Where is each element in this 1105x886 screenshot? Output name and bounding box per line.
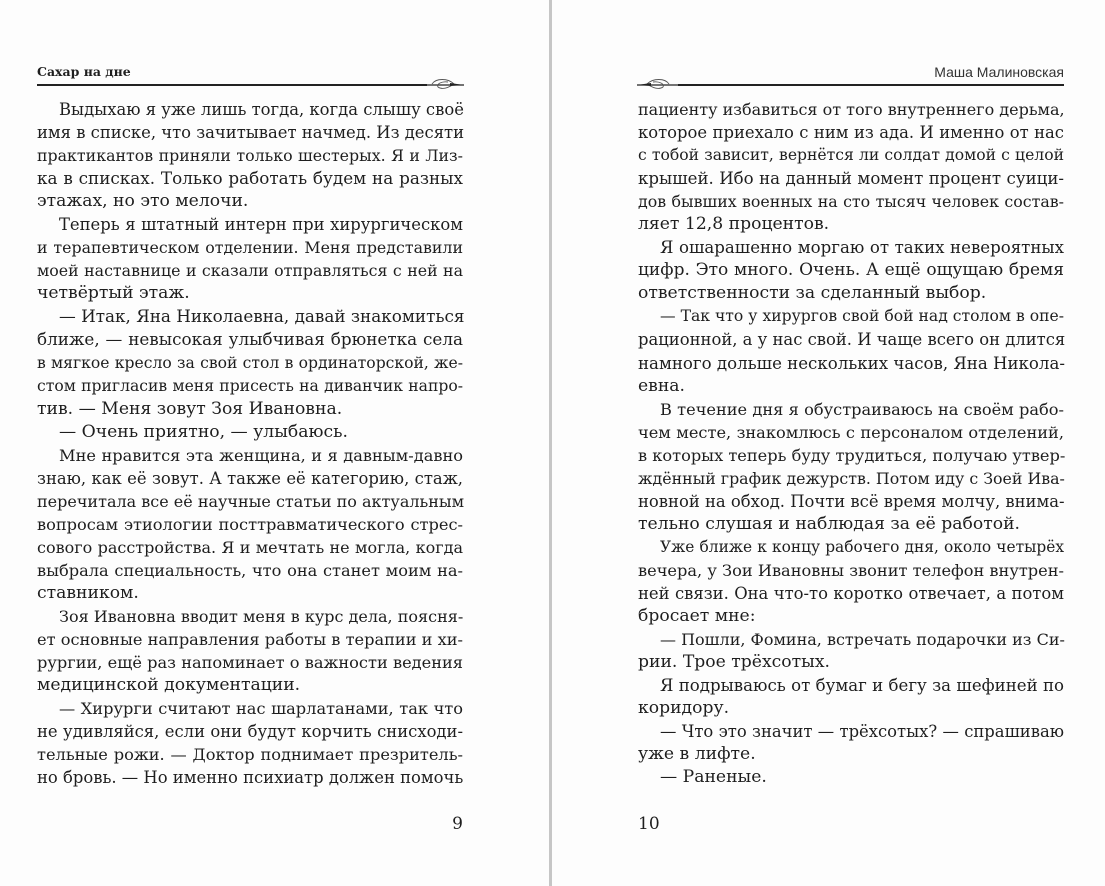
text-line: — Хирурги считают нас шарлатанами, так что [59,699,463,719]
text-line: коридору. [638,698,730,719]
text-line: с тобой зависит, вернётся ли солдат домой с целой [638,146,1064,165]
text-line: стом пригласив меня присесть на диванчик напро- [37,376,463,395]
header-rule [678,84,1064,86]
text-line: — Что это значит — трёхсотых? — спрашиваю [660,722,1064,742]
text-line: ждённый график дежурств. Потом иду с Зоей Ива- [638,468,1065,488]
text-line: ответственности за сделанный выбор. [638,283,987,304]
text-line: ляет 12,8 процентов. [638,214,830,235]
text-line: — Так что у хирургов свой бой над столом в опе- [660,307,1064,326]
text-line: — Пошли, Фомина, встречать подарочки из Си- [660,630,1065,650]
text-line: знаю, как её зовут. А также её категорию, стаж, [37,468,463,488]
quill-ornament-icon [637,72,681,94]
text-line: ней связи. Она что-то коротко отвечает, а потом [638,583,1064,603]
text-line: которое приехало с ним из ада. И именно от нас [638,123,1064,143]
text-line: цифр. Это много. Очень. А ещё ощущаю бремя [638,260,1064,281]
quill-ornament-icon [420,72,464,94]
text-line: Я ошарашенно моргаю от таких невероятных [660,238,1064,258]
left-page-body [37,98,463,789]
running-head-book-title: Сахар на дне [37,64,131,79]
text-line: ка в списках. Только работать будем на разных [37,168,463,189]
text-line: выбрала специальность, что она станет моим на- [37,560,463,580]
text-line: Мне нравится эта женщина, и я давным-давно [59,445,463,465]
page-number: 10 [638,814,660,834]
text-line: дов бывших военных на сто тысяч человек состав- [638,192,1064,212]
text-line: евна. [638,375,686,396]
header-rule [37,84,427,86]
text-line: новной на обход. Почти всё время молчу, внима- [638,491,1065,511]
page-number: 9 [452,814,463,834]
text-line: медицинской документации. [37,675,301,696]
right-page-body [638,98,1064,789]
text-line: — Раненые. [660,767,767,788]
text-line: В течение дня я обустраиваюсь на своём рабо- [660,399,1064,419]
text-line: пациенту избавиться от того внутреннего дерьма, [638,100,1065,119]
text-line: — Очень приятно, — улыбаюсь. [59,421,348,442]
text-line: Теперь я штатный интерн при хирургическом [59,215,463,235]
text-line: крышей. Ибо на данный момент процент суици- [638,169,1064,189]
text-line: в которых теперь буду трудиться, получаю утвер- [638,445,1066,465]
text-line: Я подрываюсь от бумаг и бегу за шефиней по [660,676,1064,696]
text-line: вечера, у Зои Ивановны звонит телефон внутрен- [638,560,1064,580]
text-line: сового расстройства. Я и мечтать не могла, когда [37,537,463,557]
text-line: тив. — Меня зовут Зоя Ивановна. [37,398,343,419]
right-page [638,0,1064,886]
text-line: не удивляйся, если они будут корчить снисходи- [37,722,463,742]
text-line: этажах, но это мелочи. [37,191,249,212]
text-line: вопросам этиологии посттравматического стрес- [37,514,463,534]
text-line: — Итак, Яна Николаевна, давай знакомиться [59,306,465,327]
text-line: рационной, а у нас свой. И чаще всего он длится [638,330,1066,350]
book-spine [549,0,552,886]
text-line: перечитала все её научные статьи по актуальным [37,491,465,511]
text-line: уже в лифте. [638,744,756,765]
text-line: рургии, ещё раз напоминает о важности ведения [37,653,463,673]
text-line: намного дольше нескольких часов, Яна Никола- [638,353,1065,373]
text-line: моей наставнице и сказали отправляться с ней на [37,261,463,281]
text-line: рии. Трое трёхсотых. [638,652,830,673]
text-line: ставником. [37,582,139,603]
text-line: четвёртый этаж. [37,283,190,304]
text-line: тельные рожи. — Доктор поднимает презритель- [37,745,463,765]
text-line: тельно слушая и наблюдая за её работой. [638,513,1021,534]
text-line: Уже ближе к концу рабочего дня, около четырёх [660,537,1064,556]
text-line: имя в списке, что зачитывает начмед. Из десяти [37,123,465,143]
text-line: в мягкое кресло за свой стол в ординаторской, же- [37,353,463,372]
text-line: ближе, — невысокая улыбчивая брюнетка села [37,329,463,350]
text-line: но бровь. — Но именно психиатр должен помочь [37,768,464,788]
text-line: бросает мне: [638,606,756,627]
text-line: ет основные направления работы в терапии и хи- [37,630,463,650]
text-line: практикантов приняли только шестерых. Я и Лиз- [37,146,463,166]
text-line: чем месте, знакомлюсь с персоналом отделений, [638,422,1064,442]
text-line: и терапевтическом отделении. Меня представили [37,238,463,258]
text-line: Зоя Ивановна вводит меня в курс дела, поясня- [59,607,464,627]
text-line: Выдыхаю я уже лишь тогда, когда слышу своё [59,100,464,119]
left-page [37,0,463,886]
running-head-author: Маша Малиновская [934,64,1064,80]
